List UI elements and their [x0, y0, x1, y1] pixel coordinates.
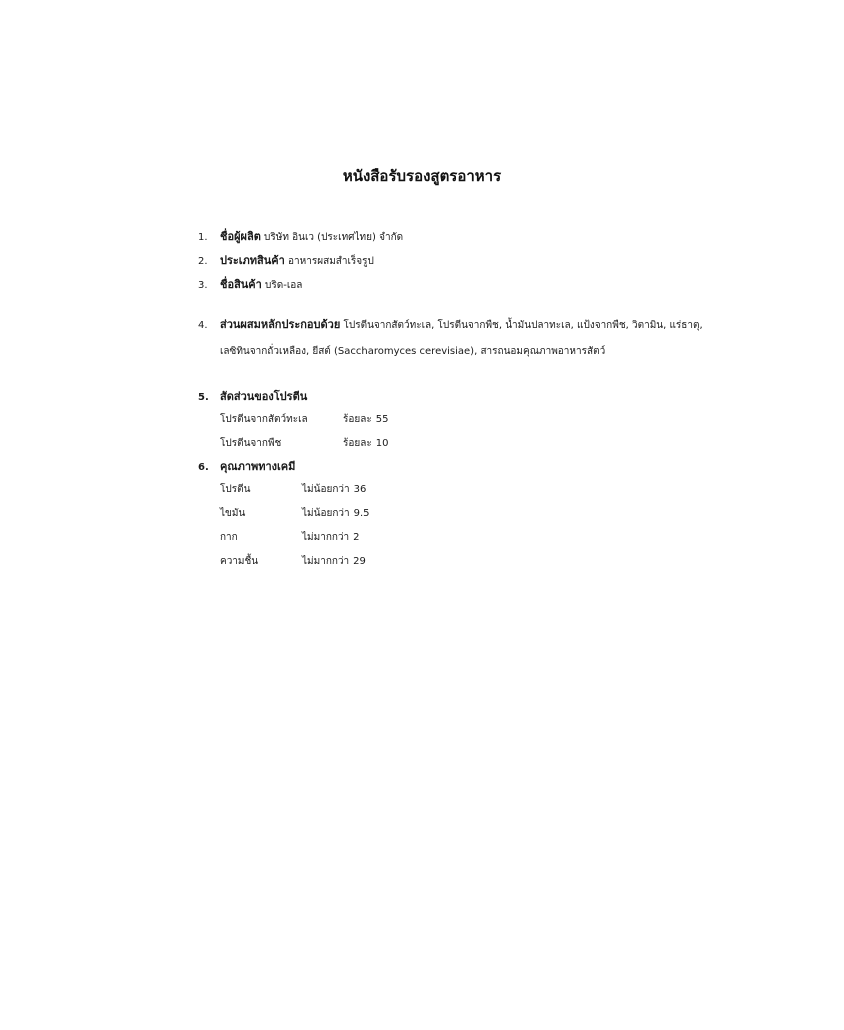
chemical-row: [220, 555, 366, 569]
chemical-amount: [302, 531, 360, 545]
protein-value: 55: [375, 414, 389, 425]
item-label: ชื่อผู้ผลิต: [220, 230, 261, 243]
chemical-name: กาก: [220, 532, 238, 543]
item-label: ชื่อสินค้า: [220, 278, 262, 291]
chemical-row: [220, 483, 367, 497]
protein-name: โปรตีนจากพืช: [220, 438, 282, 449]
chemical-section-heading: [198, 460, 295, 475]
document-title: หนังสือรับรองสูตรอาหาร: [342, 167, 502, 185]
protein-unit: ร้อยละ: [343, 414, 372, 425]
chemical-condition: ไม่มากกว่า: [302, 556, 350, 567]
chemical-value: 2: [353, 532, 360, 543]
item-value: บริษัท อินเว (ประเทศไทย) จำกัด: [264, 232, 404, 243]
chemical-name: ความชื้น: [220, 556, 259, 567]
chemical-condition: ไม่มากกว่า: [302, 532, 350, 543]
section-number: 6.: [198, 462, 209, 473]
protein-amount: [343, 437, 388, 451]
chemical-condition: ไม่น้อยกว่า: [302, 484, 350, 495]
item-number: 3.: [198, 280, 208, 291]
section-label: สัดส่วนของโปรตีน: [220, 390, 308, 403]
protein-row: [220, 437, 389, 451]
item-manufacturer: [198, 230, 403, 245]
item-ingredients-continuation: เลซิทินจากถั่วเหลือง, ยีสต์ (Saccharomyces cerevisiae), สารถนอมคุณภาพอาหารสัตว์: [220, 346, 606, 357]
chemical-row: [220, 507, 370, 521]
section-label: คุณภาพทางเคมี: [220, 460, 296, 473]
chemical-value: 29: [353, 556, 366, 567]
protein-value: 10: [375, 438, 389, 449]
item-value: อาหารผสมสำเร็จรูป: [288, 256, 374, 267]
chemical-name: ไขมัน: [220, 508, 246, 519]
item-number: 2.: [198, 256, 208, 267]
section-number: 5.: [198, 392, 209, 403]
item-value: บริด-เอล: [265, 280, 303, 291]
chemical-value: 36: [353, 484, 367, 495]
item-label: ส่วนผสมหลักประกอบด้วย: [220, 318, 341, 331]
chemical-condition: ไม่น้อยกว่า: [302, 508, 350, 519]
protein-section-heading: [198, 390, 307, 405]
item-number: 1.: [198, 232, 208, 243]
protein-row: [220, 413, 389, 427]
item-product-type: [198, 254, 374, 269]
protein-amount: [343, 413, 388, 427]
chemical-amount: [302, 555, 366, 569]
chemical-value: 9.5: [353, 508, 370, 519]
item-product-name: [198, 278, 302, 293]
item-value: โปรตีนจากสัตว์ทะเล, โปรตีนจากพืช, น้ำมันปลาทะเล, แป้งจากพืช, วิตามิน, แร่ธาตุ,: [343, 320, 703, 331]
item-number: 4.: [198, 320, 208, 331]
chemical-name: โปรตีน: [220, 484, 251, 495]
protein-unit: ร้อยละ: [343, 438, 372, 449]
chemical-amount: [302, 483, 366, 497]
item-ingredients: [198, 318, 703, 333]
protein-name: โปรตีนจากสัตว์ทะเล: [220, 414, 308, 425]
item-label: ประเภทสินค้า: [220, 254, 285, 267]
chemical-amount: [302, 507, 370, 521]
chemical-row: [220, 531, 360, 545]
